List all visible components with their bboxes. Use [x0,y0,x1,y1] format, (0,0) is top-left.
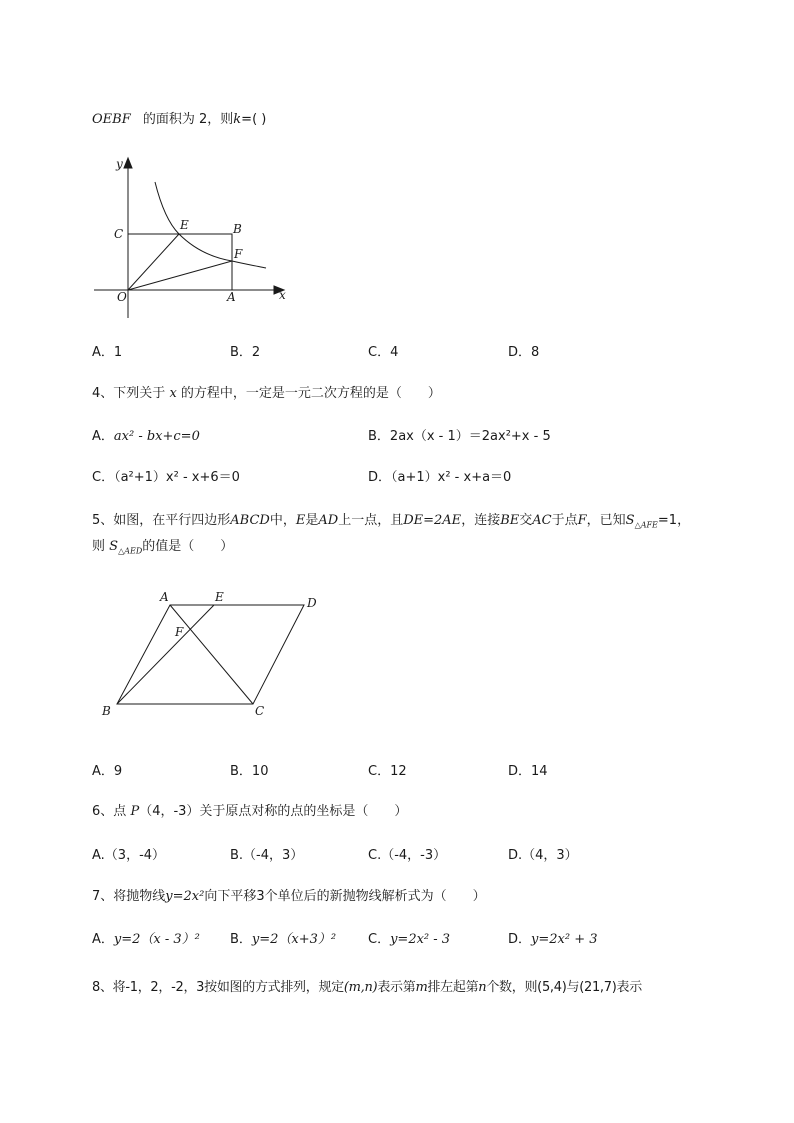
q7-option-d [508,928,598,947]
q6-pre: 点 [113,804,127,819]
q3-label-A: A [227,290,236,304]
q8-p2: (21,7) [579,980,617,995]
q3-label-O: O [117,290,127,304]
q5-label-F: F [175,625,184,639]
q8-t3: 排左起第 [427,980,479,995]
q7-number: 7、 [92,889,114,904]
q5-e: E [295,513,306,528]
q5-t1: 如图，在平行四边形 [113,513,231,528]
q5-line2-t2: 的值是（ ） [142,539,234,554]
q3-label-E: E [180,218,189,232]
q4-option-c-label: C． [92,470,115,485]
q3-label-C: C [114,227,124,241]
q8-n: n [478,980,487,995]
q7-pre: 将抛物线 [113,889,166,904]
q5-ac: AC [532,513,552,528]
q7-option-b-expr: y=2（x+3）² [251,932,337,947]
q7-option-a-label: A． [92,932,114,947]
q6-point-p: P [130,804,140,819]
q5-number: 5、 [92,513,114,528]
q5-sub1: △AFE [634,520,658,530]
q5-diagonal-AC [170,605,253,704]
q5-label-D: D [307,596,317,610]
q4-option-c-expr: （a²+1）x² - x+6＝0 [114,470,240,485]
q6-option-c: C.（-4，-3） [368,848,447,863]
q7-post: 向下平移3个单位后的新抛物线解析式为（ ） [204,889,486,904]
q7-option-c-expr: y=2x² - 3 [390,932,451,947]
q7-option-b-label: B． [230,932,252,947]
q8-t2: 表示第 [377,980,416,995]
q5-option-a: A．9 [92,764,123,779]
q3-option-a: A．1 [92,345,123,360]
q6-number: 6、 [92,804,114,819]
q5-t7: 于点 [551,513,578,528]
q7-option-b [230,928,336,947]
q5-t2: 中， [269,513,296,528]
q4-number: 4、 [92,386,114,401]
q5-sub2: △AED [118,546,143,556]
q3-option-c: C．4 [368,345,399,360]
q4-option-d-expr: （a+1）x² - x+a＝0 [391,470,512,485]
q8-t5: 与 [566,980,580,995]
q5-t8: ，已知 [586,513,626,528]
q8-t4: 个数，则 [486,980,538,995]
q6-post: （4，-3）关于原点对称的点的坐标是（ ） [139,804,408,819]
q5-option-d: D．14 [508,764,548,779]
q5-s1: S [625,513,635,528]
q7-function: y=2x² [165,889,205,904]
q8-pair: (m,n) [343,980,378,995]
q5-ad: AD [318,513,339,528]
q5-t6: 交 [519,513,533,528]
q8-stem [92,976,642,995]
q5-f: F [577,513,587,528]
q3-stem-text: 的面积为 2，则 [142,112,234,127]
q5-parallelogram [117,605,304,704]
q5-option-b: B．10 [230,764,269,779]
q5-label-C: C [255,704,265,718]
q5-segment-BE [117,605,214,704]
q7-option-c-label: C． [368,932,391,947]
q6-option-d: D.（4，3） [508,848,578,863]
q6-stem [92,800,407,819]
q8-number: 8、 [92,980,113,995]
q5-t4: 上一点，且 [338,513,404,528]
q7-option-d-label: D． [508,932,532,947]
q4-option-b-label: B． [368,429,390,444]
q5-be: BE [500,513,520,528]
q5-t9: =1， [657,513,691,528]
q4-option-a-label: A． [92,429,114,444]
q5-option-c: C．12 [368,764,407,779]
q8-t6: 表示 [616,980,642,995]
q7-option-a-expr: y=2（x - 3）² [113,932,200,947]
q8-p1: (5,4) [537,980,567,995]
q8-m: m [415,980,428,995]
q3-paren: =( ) [241,112,267,127]
q7-stem [92,885,486,904]
q3-label-F: F [234,247,243,261]
q5-t3: 是 [305,513,319,528]
q4-option-d-label: D． [368,470,392,485]
q4-option-a-expr: ax² - bx+c=0 [113,429,200,444]
q3-option-b: B．2 [230,345,261,360]
q6-option-a: A.（3，-4） [92,848,166,863]
q3-shape-name: OEBF [92,112,131,127]
q4-option-b-expr: 2ax（x - 1）＝2ax²+x - 5 [389,429,551,444]
q3-label-y: y [116,157,123,171]
q3-label-B: B [233,222,242,236]
q6-option-b: B.（-4，3） [230,848,304,863]
q5-label-E: E [215,590,224,604]
q7-option-c [368,928,450,947]
q5-s2: S [109,539,119,554]
q3-k: k [233,112,242,127]
q7-option-a [92,928,200,947]
q5-abcd: ABCD [230,513,270,528]
q4-stem-post: 的方程中，一定是一元二次方程的是（ ） [180,386,441,401]
q5-line2-t1: 则 [92,539,106,554]
q3-option-d: D．8 [508,345,540,360]
q8-t1: 将-1，2，-2，3按如图的方式排列，规定 [112,980,344,995]
q4-variable-x: x [169,386,177,401]
q3-label-x: x [279,288,286,302]
q7-option-d-expr: y=2x² + 3 [531,932,598,947]
q5-label-B: B [102,704,111,718]
q4-stem-pre: 下列关于 [113,386,166,401]
q5-label-A: A [160,590,169,604]
q5-condition: DE=2AE [403,513,462,528]
q5-t5: ，连接 [461,513,501,528]
